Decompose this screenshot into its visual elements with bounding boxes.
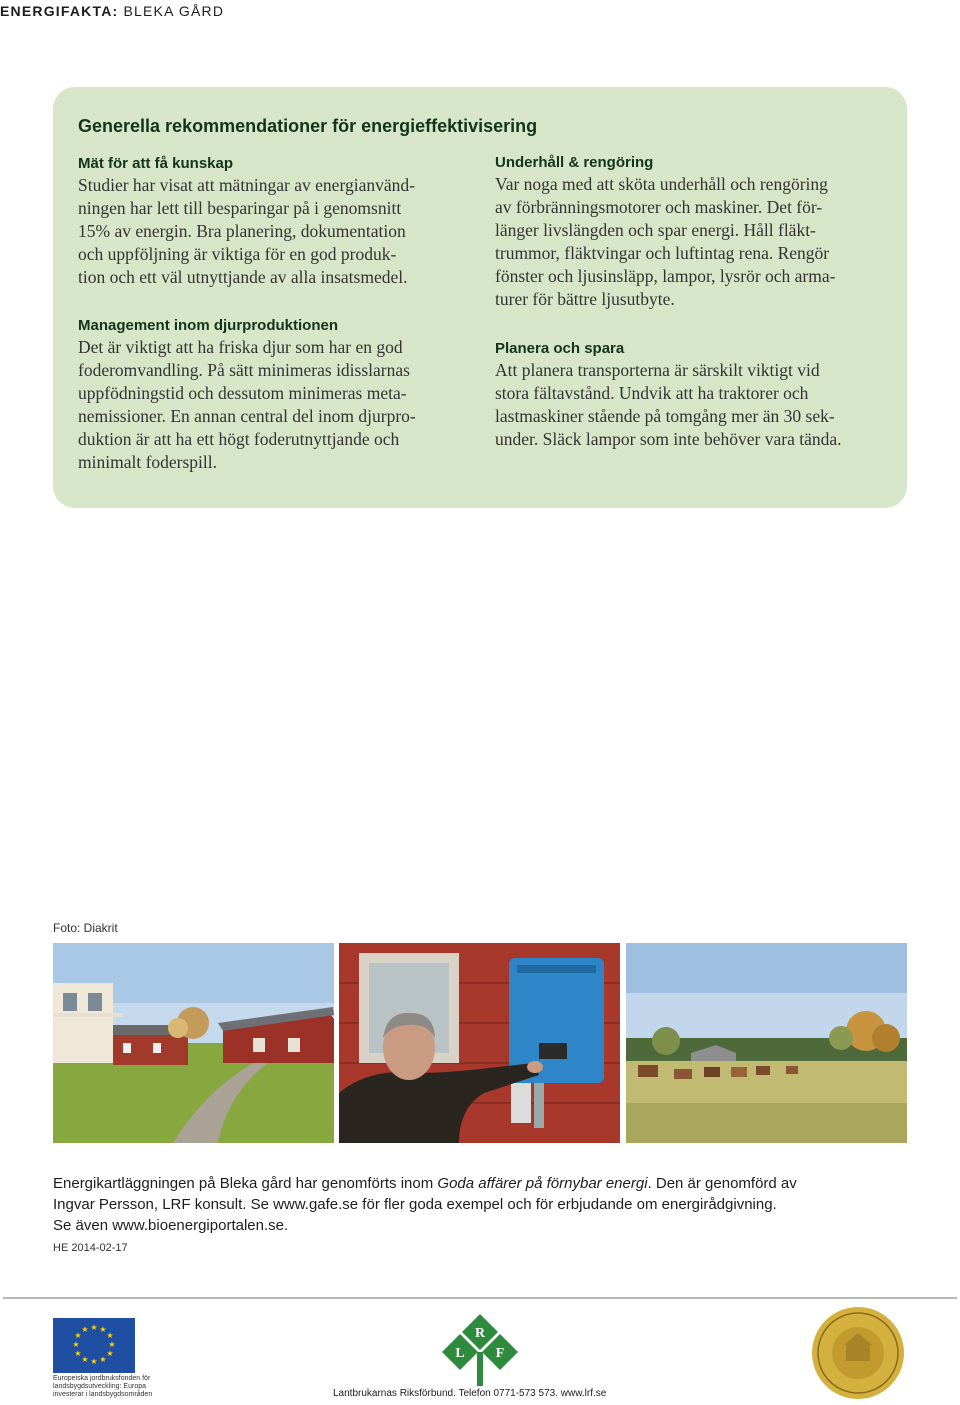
section-line: ningen har lett till besparingar på i genomsnitt bbox=[78, 198, 402, 218]
eu-caption-line: investerar i landsbygdsområden bbox=[53, 1391, 153, 1398]
svg-text:★: ★ bbox=[106, 1331, 114, 1340]
section-line: trummor, fläktvingar och luftintag rena. Rengör bbox=[495, 243, 830, 263]
section-line: tion och ett väl utnyttjande av alla insatsmedel. bbox=[78, 267, 408, 287]
section-line: duktion är att ha ett högt foderutnyttjande och bbox=[78, 429, 400, 449]
svg-text:★: ★ bbox=[74, 1331, 82, 1340]
svg-text:★: ★ bbox=[106, 1349, 114, 1358]
section-line: 15% av energin. Bra planering, dokumentation bbox=[78, 221, 406, 241]
divider bbox=[3, 1297, 957, 1299]
box-title: Generella rekommendationer för energieffektivisering bbox=[78, 116, 538, 136]
svg-text:★: ★ bbox=[81, 1355, 89, 1364]
section-heading: Underhåll & rengöring bbox=[495, 154, 654, 171]
lrf-letter: F bbox=[495, 1346, 505, 1361]
section-heading: Management inom djurproduktionen bbox=[78, 317, 339, 334]
caption-text: Se även www.bioenergiportalen.se. bbox=[53, 1217, 289, 1234]
section-measure bbox=[78, 154, 473, 289]
eu-caption-line: Europeiska jordbruksfonden för bbox=[53, 1375, 151, 1382]
section-line: länger livslängden och spar energi. Håll fläkt- bbox=[495, 220, 816, 240]
svg-text:★: ★ bbox=[99, 1325, 107, 1334]
section-management bbox=[78, 316, 473, 474]
caption bbox=[53, 1173, 913, 1236]
header-label: ENERGIFAKTA: bbox=[0, 3, 119, 19]
section-line: lastmaskiner stående på tomgång mer än 30 sek- bbox=[495, 406, 835, 426]
svg-text:★: ★ bbox=[72, 1340, 80, 1349]
section-maintenance bbox=[495, 153, 890, 311]
section-line: Det är viktigt att ha friska djur som har en god bbox=[78, 337, 403, 357]
photo-field bbox=[626, 943, 907, 1143]
svg-text:★: ★ bbox=[81, 1325, 89, 1334]
goda-affarer-seal-logo bbox=[808, 1305, 908, 1405]
lrf-letter: R bbox=[474, 1326, 486, 1341]
lrf-letter: L bbox=[455, 1346, 465, 1361]
svg-text:★: ★ bbox=[90, 1323, 98, 1332]
section-line: Att planera transporterna är särskilt viktigt vid bbox=[495, 360, 820, 380]
lrf-logo bbox=[440, 1312, 520, 1392]
eu-flag-logo bbox=[53, 1318, 135, 1378]
section-line: fönster och ljusinsläpp, lampor, lysrör och arma- bbox=[495, 266, 836, 286]
page-header bbox=[0, 3, 224, 19]
photo-credit: Foto: Diakrit bbox=[53, 921, 118, 935]
section-line: uppfödningstid och dessutom minimeras meta- bbox=[78, 383, 407, 403]
section-line: stora fältavstånd. Undvik att ha traktorer och bbox=[495, 383, 809, 403]
section-line: minimalt foderspill. bbox=[78, 452, 218, 472]
eu-caption-line: landsbygdsutveckling: Europa bbox=[53, 1383, 147, 1390]
section-heading: Planera och spara bbox=[495, 340, 625, 357]
svg-text:★: ★ bbox=[99, 1355, 107, 1364]
photo-inverter bbox=[339, 943, 620, 1143]
svg-text:★: ★ bbox=[74, 1349, 82, 1358]
section-line: av förbränningsmotorer och maskiner. Det för- bbox=[495, 197, 823, 217]
caption-project-name: Goda affärer på förnybar energi bbox=[437, 1175, 648, 1192]
svg-text:★: ★ bbox=[90, 1357, 98, 1366]
section-line: Var noga med att sköta underhåll och rengöring bbox=[495, 174, 828, 194]
section-heading: Mät för att få kunskap bbox=[78, 155, 234, 172]
caption-text: Energikartläggningen på Bleka gård har genomförts inom bbox=[53, 1175, 438, 1192]
caption-text: . Den är genomförd av bbox=[647, 1175, 797, 1192]
caption-text: Ingvar Persson, LRF konsult. Se www.gafe.se för fler goda exempel och för erbjudande om energirådgivning. bbox=[53, 1196, 777, 1213]
section-line: foderomvandling. På sätt minimeras idisslarnas bbox=[78, 360, 410, 380]
section-planning bbox=[495, 339, 890, 451]
svg-text:★: ★ bbox=[108, 1340, 116, 1349]
section-line: nemissioner. En annan central del inom djurpro- bbox=[78, 406, 416, 426]
section-line: turer för bättre ljusutbyte. bbox=[495, 289, 675, 309]
section-line: under. Släck lampor som inte behöver vara tända. bbox=[495, 429, 842, 449]
document-date: HE 2014-02-17 bbox=[53, 1242, 128, 1254]
eu-caption bbox=[53, 1375, 163, 1399]
section-line: Studier har visat att mätningar av energianvänd- bbox=[78, 175, 415, 195]
photo-farm bbox=[53, 943, 334, 1143]
header-place: BLEKA GÅRD bbox=[123, 3, 225, 19]
section-line: och uppföljning är viktiga för en god produk- bbox=[78, 244, 397, 264]
footer-contact: Lantbrukarnas Riksförbund. Telefon 0771-573 573. www.lrf.se bbox=[333, 1388, 607, 1399]
